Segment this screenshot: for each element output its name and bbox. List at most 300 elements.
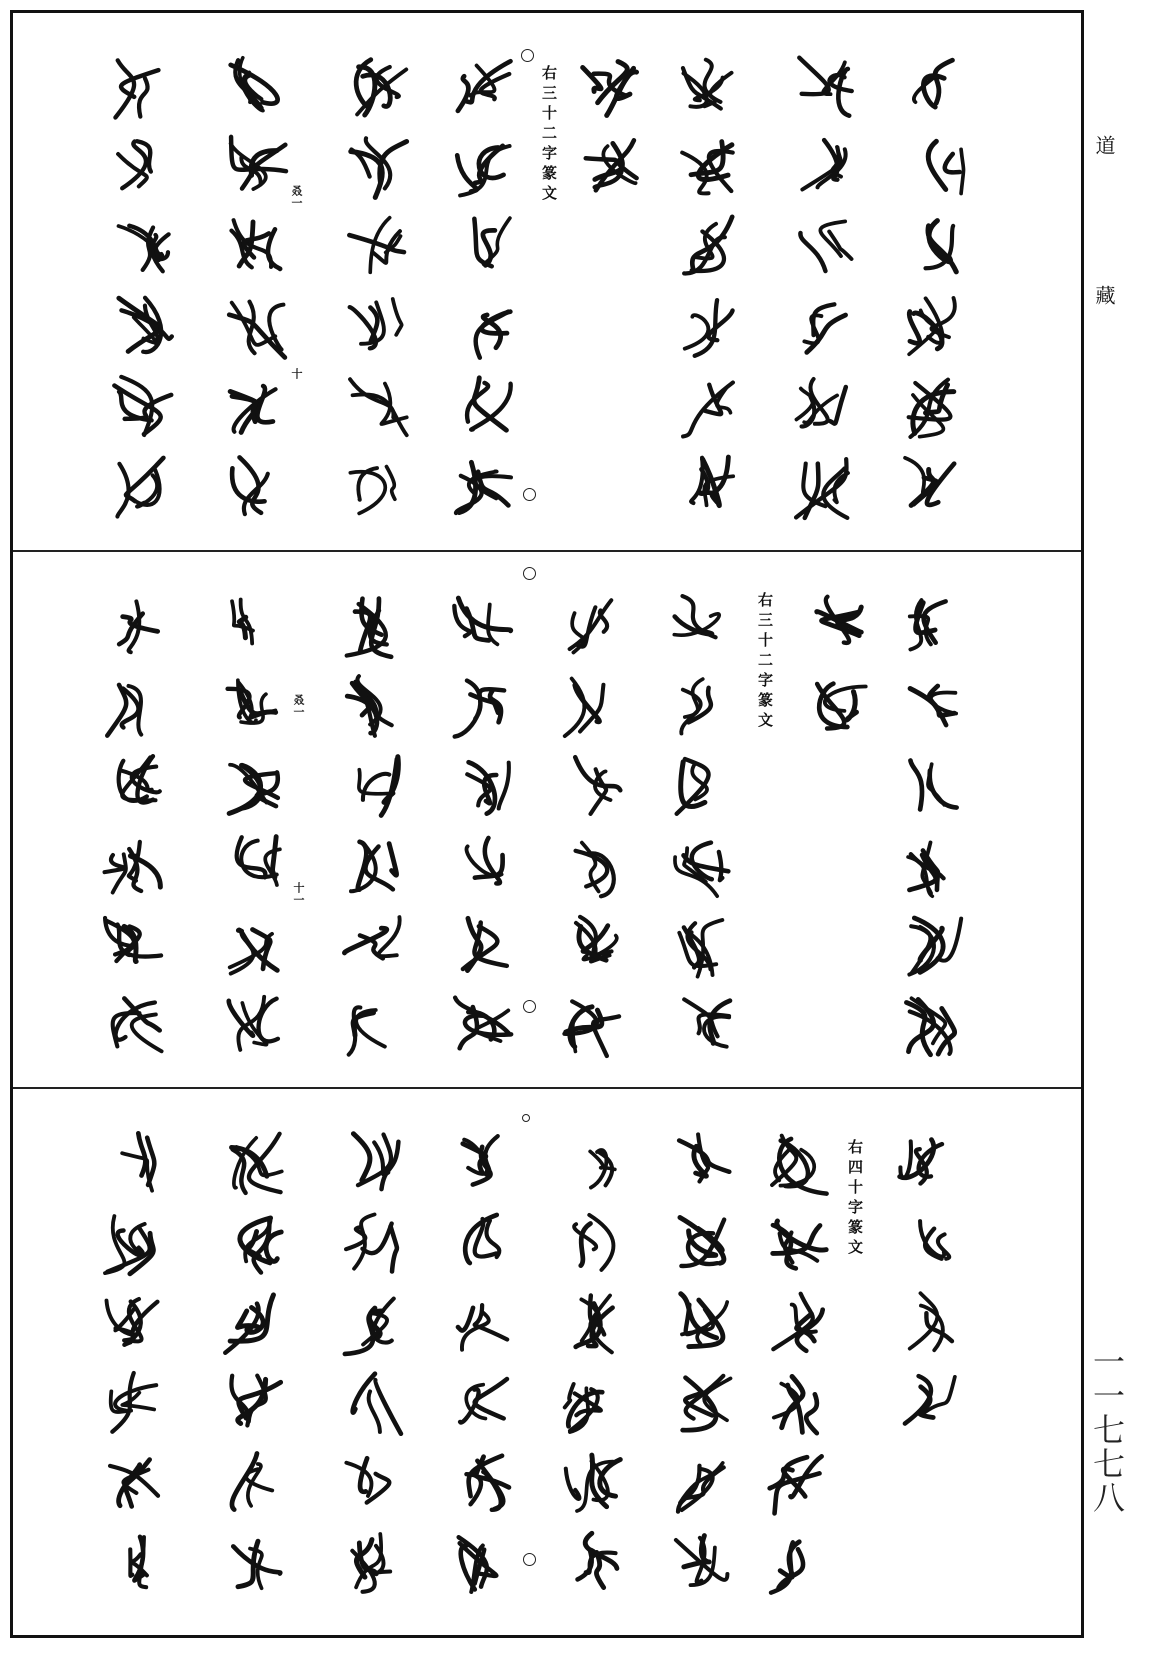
seal-glyph bbox=[890, 1207, 966, 1279]
seal-glyph-drawing bbox=[340, 131, 416, 203]
seal-glyph bbox=[215, 990, 291, 1062]
seal-glyph bbox=[445, 211, 521, 283]
seal-glyph bbox=[670, 291, 746, 363]
glyph-column bbox=[543, 1127, 643, 1607]
seal-glyph bbox=[335, 750, 411, 822]
seal-glyph bbox=[215, 1287, 291, 1359]
seal-glyph-drawing bbox=[800, 670, 876, 742]
glyph-column bbox=[433, 51, 533, 531]
seal-glyph bbox=[555, 990, 631, 1062]
seal-glyph-drawing bbox=[895, 990, 971, 1062]
seal-glyph bbox=[665, 1207, 741, 1279]
seal-glyph-drawing bbox=[105, 51, 181, 123]
seal-glyph bbox=[215, 1207, 291, 1279]
glyph-column bbox=[328, 51, 428, 531]
glyph-column bbox=[773, 51, 873, 531]
seal-glyph bbox=[335, 830, 411, 902]
seal-glyph-drawing bbox=[555, 1127, 631, 1199]
seal-glyph bbox=[555, 1207, 631, 1279]
seal-glyph bbox=[215, 1527, 291, 1599]
seal-glyph-drawing bbox=[895, 670, 971, 742]
seal-glyph-drawing bbox=[95, 1527, 171, 1599]
seal-glyph bbox=[570, 131, 646, 203]
seal-glyph-drawing bbox=[785, 131, 861, 203]
seal-glyph-drawing bbox=[555, 830, 631, 902]
seal-glyph-drawing bbox=[445, 451, 521, 523]
seal-glyph bbox=[445, 590, 521, 662]
seal-glyph bbox=[220, 451, 296, 523]
margin-note: 叒一 bbox=[290, 185, 303, 209]
seal-glyph-drawing bbox=[215, 990, 291, 1062]
seal-glyph bbox=[220, 371, 296, 443]
seal-glyph bbox=[555, 1447, 631, 1519]
seal-glyph-drawing bbox=[665, 830, 741, 902]
seal-glyph-drawing bbox=[215, 1127, 291, 1199]
seal-glyph bbox=[215, 590, 291, 662]
seal-glyph-drawing bbox=[895, 371, 971, 443]
glyph-column bbox=[878, 1127, 978, 1447]
seal-glyph-drawing bbox=[335, 1527, 411, 1599]
seal-glyph bbox=[895, 131, 971, 203]
seal-glyph bbox=[670, 451, 746, 523]
panel-caption: 右三十二字篆文 bbox=[756, 592, 774, 732]
seal-glyph bbox=[95, 1207, 171, 1279]
glyph-column bbox=[653, 590, 753, 1070]
seal-glyph-drawing bbox=[215, 590, 291, 662]
seal-glyph-drawing bbox=[215, 830, 291, 902]
seal-glyph-drawing bbox=[95, 590, 171, 662]
seal-glyph-drawing bbox=[555, 910, 631, 982]
glyph-column bbox=[543, 590, 643, 1070]
seal-glyph bbox=[215, 1127, 291, 1199]
seal-glyph-drawing bbox=[665, 910, 741, 982]
seal-glyph-drawing bbox=[665, 590, 741, 662]
seal-glyph bbox=[95, 750, 171, 822]
seal-glyph bbox=[890, 1127, 966, 1199]
seal-glyph-drawing bbox=[445, 1287, 521, 1359]
seal-glyph bbox=[220, 211, 296, 283]
glyph-column bbox=[203, 590, 303, 1070]
seal-glyph-drawing bbox=[335, 670, 411, 742]
glyph-column bbox=[653, 1127, 753, 1607]
seal-glyph-drawing bbox=[760, 1287, 836, 1359]
seal-glyph bbox=[665, 1367, 741, 1439]
seal-glyph-drawing bbox=[895, 131, 971, 203]
seal-glyph-drawing bbox=[95, 1447, 171, 1519]
seal-glyph-drawing bbox=[95, 670, 171, 742]
seal-glyph-drawing bbox=[555, 990, 631, 1062]
page-frame bbox=[10, 10, 1084, 1638]
seal-glyph-drawing bbox=[895, 51, 971, 123]
seal-glyph-drawing bbox=[105, 451, 181, 523]
seal-glyph bbox=[105, 211, 181, 283]
page-number: 一一七七八 bbox=[1088, 1345, 1126, 1515]
seal-glyph-drawing bbox=[895, 750, 971, 822]
seal-glyph bbox=[895, 291, 971, 363]
seal-glyph-drawing bbox=[340, 291, 416, 363]
collection-label-zang: 藏 bbox=[1092, 285, 1116, 305]
seal-glyph-drawing bbox=[215, 1447, 291, 1519]
seal-glyph bbox=[335, 1127, 411, 1199]
seal-glyph bbox=[215, 830, 291, 902]
seal-glyph-drawing bbox=[335, 990, 411, 1062]
seal-glyph bbox=[760, 1447, 836, 1519]
seal-glyph bbox=[340, 51, 416, 123]
seal-glyph bbox=[555, 830, 631, 902]
seal-glyph bbox=[665, 1527, 741, 1599]
seal-glyph bbox=[445, 1127, 521, 1199]
margin-note: 十一 bbox=[292, 882, 305, 906]
seal-glyph bbox=[760, 1367, 836, 1439]
seal-glyph bbox=[445, 1207, 521, 1279]
seal-glyph bbox=[335, 1367, 411, 1439]
seal-glyph-drawing bbox=[670, 51, 746, 123]
seal-glyph bbox=[445, 451, 521, 523]
seal-glyph-drawing bbox=[335, 1127, 411, 1199]
seal-glyph bbox=[215, 1447, 291, 1519]
seal-glyph-drawing bbox=[555, 670, 631, 742]
margin-note: 叒一 bbox=[292, 694, 305, 718]
seal-glyph bbox=[445, 1287, 521, 1359]
seal-glyph-drawing bbox=[215, 1527, 291, 1599]
seal-glyph-drawing bbox=[335, 590, 411, 662]
seal-glyph-drawing bbox=[785, 211, 861, 283]
seal-glyph-drawing bbox=[785, 451, 861, 523]
glyph-column bbox=[323, 1127, 423, 1607]
seal-glyph-drawing bbox=[555, 750, 631, 822]
seal-glyph bbox=[555, 1527, 631, 1599]
seal-glyph-drawing bbox=[340, 211, 416, 283]
seal-glyph bbox=[105, 451, 181, 523]
seal-glyph bbox=[785, 131, 861, 203]
seal-glyph bbox=[670, 371, 746, 443]
seal-glyph bbox=[340, 291, 416, 363]
seal-glyph-drawing bbox=[95, 1367, 171, 1439]
seal-glyph-drawing bbox=[335, 830, 411, 902]
seal-glyph bbox=[665, 750, 741, 822]
seal-glyph bbox=[665, 670, 741, 742]
seal-glyph bbox=[445, 670, 521, 742]
seal-glyph-drawing bbox=[670, 451, 746, 523]
seal-glyph bbox=[95, 1127, 171, 1199]
seal-glyph-drawing bbox=[895, 451, 971, 523]
seal-glyph bbox=[895, 451, 971, 523]
seal-glyph-drawing bbox=[665, 1527, 741, 1599]
seal-glyph-drawing bbox=[215, 1287, 291, 1359]
seal-glyph-drawing bbox=[670, 131, 746, 203]
circle-mark bbox=[523, 567, 536, 580]
seal-glyph-drawing bbox=[95, 750, 171, 822]
seal-glyph-drawing bbox=[665, 670, 741, 742]
seal-glyph bbox=[95, 990, 171, 1062]
seal-glyph bbox=[785, 51, 861, 123]
glyph-column bbox=[748, 1127, 848, 1607]
panel-caption: 右四十字篆文 bbox=[846, 1139, 864, 1259]
seal-glyph bbox=[220, 51, 296, 123]
seal-glyph-drawing bbox=[570, 131, 646, 203]
seal-glyph-drawing bbox=[220, 451, 296, 523]
seal-glyph-drawing bbox=[670, 371, 746, 443]
seal-glyph bbox=[555, 750, 631, 822]
seal-glyph bbox=[95, 1287, 171, 1359]
seal-glyph bbox=[95, 910, 171, 982]
seal-glyph bbox=[445, 1527, 521, 1599]
seal-glyph bbox=[670, 131, 746, 203]
seal-glyph bbox=[665, 1287, 741, 1359]
seal-glyph bbox=[665, 590, 741, 662]
seal-glyph bbox=[895, 51, 971, 123]
seal-glyph bbox=[895, 750, 971, 822]
seal-glyph bbox=[335, 670, 411, 742]
seal-glyph bbox=[220, 291, 296, 363]
seal-glyph bbox=[340, 131, 416, 203]
seal-glyph-drawing bbox=[555, 1287, 631, 1359]
seal-glyph-drawing bbox=[340, 451, 416, 523]
seal-glyph bbox=[445, 990, 521, 1062]
seal-glyph bbox=[555, 1287, 631, 1359]
seal-glyph-drawing bbox=[220, 291, 296, 363]
seal-glyph-drawing bbox=[215, 910, 291, 982]
seal-glyph-drawing bbox=[95, 1287, 171, 1359]
seal-glyph-drawing bbox=[105, 291, 181, 363]
seal-glyph bbox=[445, 291, 521, 363]
seal-glyph-drawing bbox=[340, 371, 416, 443]
seal-glyph-drawing bbox=[215, 750, 291, 822]
seal-glyph-drawing bbox=[445, 990, 521, 1062]
seal-glyph-drawing bbox=[220, 51, 296, 123]
seal-glyph bbox=[340, 451, 416, 523]
seal-glyph bbox=[335, 990, 411, 1062]
seal-glyph-drawing bbox=[570, 51, 646, 123]
seal-glyph-drawing bbox=[445, 291, 521, 363]
seal-glyph bbox=[665, 830, 741, 902]
seal-glyph-drawing bbox=[760, 1367, 836, 1439]
glyph-column bbox=[883, 51, 983, 531]
seal-glyph bbox=[215, 750, 291, 822]
seal-glyph-drawing bbox=[895, 590, 971, 662]
seal-glyph bbox=[445, 51, 521, 123]
seal-glyph-drawing bbox=[335, 910, 411, 982]
seal-glyph-drawing bbox=[445, 830, 521, 902]
seal-glyph-drawing bbox=[800, 590, 876, 662]
seal-glyph-drawing bbox=[785, 371, 861, 443]
seal-glyph-drawing bbox=[445, 590, 521, 662]
seal-glyph-drawing bbox=[445, 750, 521, 822]
seal-glyph-drawing bbox=[890, 1127, 966, 1199]
seal-glyph bbox=[895, 910, 971, 982]
seal-glyph bbox=[890, 1367, 966, 1439]
collection-label-dao: 道 bbox=[1092, 135, 1116, 155]
seal-glyph-drawing bbox=[760, 1207, 836, 1279]
seal-script-panel-3 bbox=[13, 1087, 1081, 1635]
seal-glyph-drawing bbox=[95, 830, 171, 902]
seal-glyph bbox=[670, 51, 746, 123]
seal-glyph bbox=[105, 371, 181, 443]
seal-glyph-drawing bbox=[785, 51, 861, 123]
seal-glyph-drawing bbox=[445, 371, 521, 443]
seal-glyph-drawing bbox=[105, 211, 181, 283]
seal-glyph-drawing bbox=[670, 291, 746, 363]
seal-glyph-drawing bbox=[445, 211, 521, 283]
seal-glyph bbox=[445, 910, 521, 982]
seal-glyph-drawing bbox=[665, 1127, 741, 1199]
seal-glyph bbox=[800, 590, 876, 662]
seal-glyph-drawing bbox=[890, 1207, 966, 1279]
seal-glyph-drawing bbox=[95, 990, 171, 1062]
seal-glyph bbox=[665, 1127, 741, 1199]
seal-glyph-drawing bbox=[220, 371, 296, 443]
seal-glyph bbox=[335, 910, 411, 982]
seal-glyph-drawing bbox=[670, 211, 746, 283]
seal-glyph bbox=[785, 211, 861, 283]
seal-glyph-drawing bbox=[335, 1207, 411, 1279]
seal-glyph-drawing bbox=[335, 1287, 411, 1359]
seal-glyph-drawing bbox=[665, 1287, 741, 1359]
seal-glyph bbox=[570, 51, 646, 123]
seal-glyph bbox=[555, 1127, 631, 1199]
seal-glyph bbox=[215, 1367, 291, 1439]
seal-glyph bbox=[555, 590, 631, 662]
seal-glyph-drawing bbox=[665, 1367, 741, 1439]
seal-glyph bbox=[335, 1527, 411, 1599]
seal-glyph bbox=[445, 371, 521, 443]
seal-glyph-drawing bbox=[665, 750, 741, 822]
margin-note: 十 bbox=[290, 368, 303, 380]
seal-glyph bbox=[335, 1207, 411, 1279]
glyph-column bbox=[208, 51, 308, 531]
seal-glyph-drawing bbox=[340, 51, 416, 123]
seal-glyph-drawing bbox=[555, 1367, 631, 1439]
seal-glyph bbox=[215, 910, 291, 982]
seal-glyph bbox=[555, 1367, 631, 1439]
seal-glyph-drawing bbox=[105, 131, 181, 203]
circle-mark bbox=[522, 1114, 530, 1122]
glyph-column bbox=[323, 590, 423, 1070]
glyph-column bbox=[558, 51, 658, 211]
seal-glyph-drawing bbox=[445, 1367, 521, 1439]
seal-glyph-drawing bbox=[760, 1127, 836, 1199]
seal-script-panel-2 bbox=[13, 550, 1081, 1087]
seal-glyph-drawing bbox=[105, 371, 181, 443]
seal-glyph-drawing bbox=[215, 1367, 291, 1439]
seal-glyph-drawing bbox=[215, 670, 291, 742]
seal-glyph-drawing bbox=[445, 1447, 521, 1519]
seal-glyph bbox=[895, 990, 971, 1062]
seal-glyph-drawing bbox=[665, 1447, 741, 1519]
seal-glyph bbox=[335, 1287, 411, 1359]
seal-glyph bbox=[760, 1287, 836, 1359]
seal-glyph-drawing bbox=[335, 1447, 411, 1519]
seal-glyph bbox=[760, 1127, 836, 1199]
seal-glyph bbox=[95, 1527, 171, 1599]
seal-glyph-drawing bbox=[555, 1447, 631, 1519]
seal-glyph bbox=[665, 1447, 741, 1519]
seal-glyph-drawing bbox=[895, 910, 971, 982]
seal-glyph-drawing bbox=[555, 1207, 631, 1279]
glyph-column bbox=[203, 1127, 303, 1607]
seal-glyph bbox=[340, 211, 416, 283]
glyph-column bbox=[83, 1127, 183, 1607]
seal-glyph bbox=[105, 131, 181, 203]
seal-glyph bbox=[340, 371, 416, 443]
seal-glyph-drawing bbox=[335, 1367, 411, 1439]
seal-glyph bbox=[895, 830, 971, 902]
seal-glyph bbox=[665, 990, 741, 1062]
seal-glyph bbox=[895, 211, 971, 283]
seal-glyph-drawing bbox=[335, 750, 411, 822]
seal-glyph bbox=[665, 910, 741, 982]
seal-glyph bbox=[220, 131, 296, 203]
seal-glyph bbox=[105, 51, 181, 123]
seal-glyph bbox=[895, 590, 971, 662]
seal-glyph-drawing bbox=[215, 1207, 291, 1279]
seal-glyph bbox=[105, 291, 181, 363]
seal-glyph-drawing bbox=[890, 1367, 966, 1439]
seal-glyph bbox=[555, 670, 631, 742]
seal-glyph bbox=[785, 451, 861, 523]
seal-glyph bbox=[335, 590, 411, 662]
seal-glyph bbox=[670, 211, 746, 283]
seal-glyph-drawing bbox=[220, 211, 296, 283]
seal-glyph-drawing bbox=[555, 1527, 631, 1599]
seal-glyph-drawing bbox=[220, 131, 296, 203]
seal-glyph bbox=[760, 1527, 836, 1599]
glyph-column bbox=[883, 590, 983, 1070]
seal-glyph-drawing bbox=[445, 1527, 521, 1599]
seal-glyph-drawing bbox=[665, 1207, 741, 1279]
seal-glyph-drawing bbox=[895, 291, 971, 363]
seal-glyph-drawing bbox=[785, 291, 861, 363]
seal-glyph-drawing bbox=[445, 1207, 521, 1279]
glyph-column bbox=[658, 51, 758, 531]
seal-glyph bbox=[445, 750, 521, 822]
seal-glyph bbox=[445, 131, 521, 203]
seal-glyph bbox=[95, 590, 171, 662]
seal-glyph bbox=[95, 1447, 171, 1519]
seal-glyph bbox=[895, 670, 971, 742]
seal-glyph-drawing bbox=[665, 990, 741, 1062]
seal-glyph-drawing bbox=[95, 910, 171, 982]
seal-glyph bbox=[95, 670, 171, 742]
seal-glyph bbox=[760, 1207, 836, 1279]
seal-glyph bbox=[785, 291, 861, 363]
seal-glyph bbox=[215, 670, 291, 742]
seal-glyph bbox=[335, 1447, 411, 1519]
seal-glyph bbox=[800, 670, 876, 742]
seal-glyph-drawing bbox=[445, 1127, 521, 1199]
glyph-column bbox=[433, 1127, 533, 1607]
seal-glyph-drawing bbox=[445, 910, 521, 982]
seal-script-panel-1 bbox=[13, 13, 1081, 550]
glyph-column bbox=[433, 590, 533, 1070]
seal-glyph-drawing bbox=[760, 1527, 836, 1599]
seal-glyph bbox=[445, 1447, 521, 1519]
seal-glyph bbox=[95, 830, 171, 902]
seal-glyph bbox=[445, 830, 521, 902]
seal-glyph-drawing bbox=[555, 590, 631, 662]
seal-glyph bbox=[895, 371, 971, 443]
seal-glyph-drawing bbox=[895, 211, 971, 283]
seal-glyph bbox=[890, 1287, 966, 1359]
glyph-column bbox=[83, 590, 183, 1070]
seal-glyph-drawing bbox=[445, 51, 521, 123]
seal-glyph-drawing bbox=[895, 830, 971, 902]
seal-glyph bbox=[555, 910, 631, 982]
glyph-column bbox=[788, 590, 888, 750]
glyph-column bbox=[93, 51, 193, 531]
panel-caption: 右三十二字篆文 bbox=[540, 65, 558, 205]
seal-glyph bbox=[785, 371, 861, 443]
